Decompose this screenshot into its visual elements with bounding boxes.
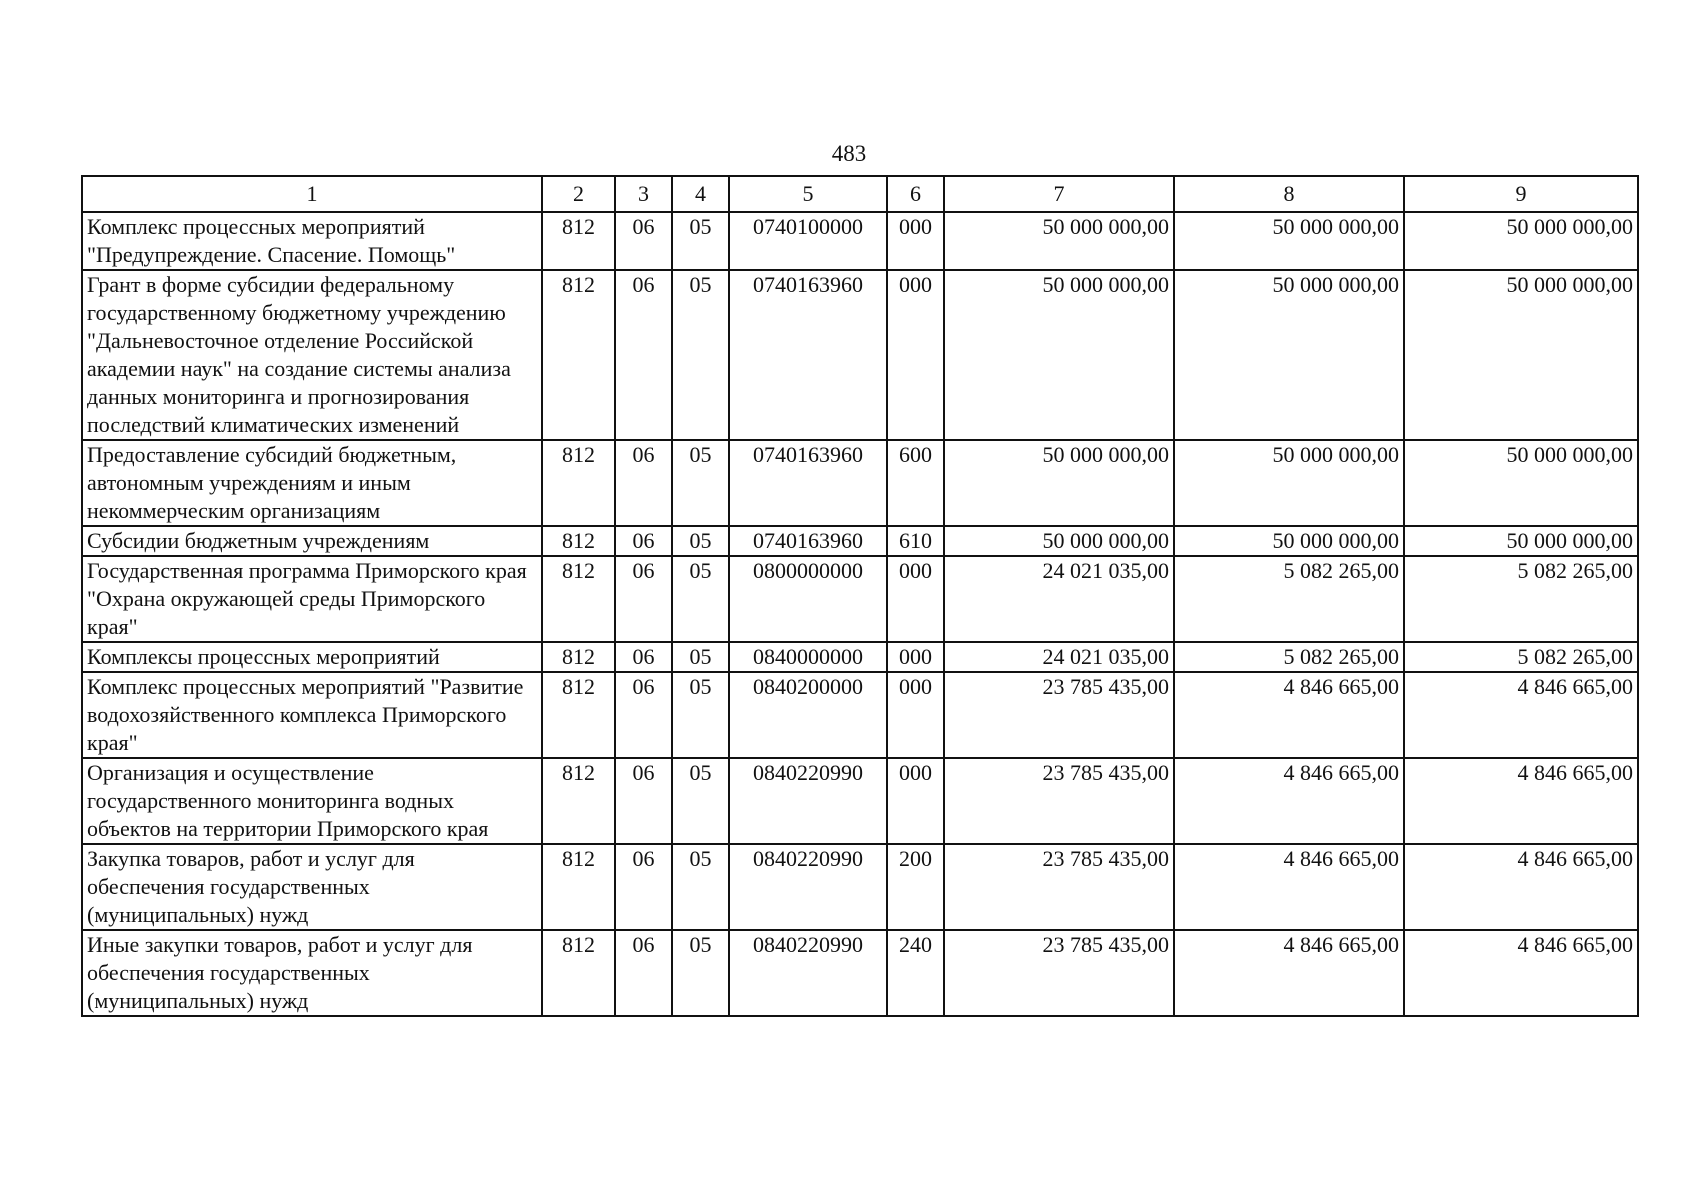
amount-cell-8: 5 082 265,00 — [1174, 556, 1404, 642]
header-cell: 1 — [82, 176, 542, 212]
admin-code-cell: 812 — [542, 270, 615, 440]
header-cell: 9 — [1404, 176, 1638, 212]
table-row — [82, 556, 1638, 642]
row-name-cell: Иные закупки товаров, работ и услуг для обеспечения государственных (муниципальных) нужд — [82, 930, 542, 1016]
target-article-cell: 0740163960 — [729, 270, 887, 440]
expense-type-cell: 610 — [887, 526, 944, 556]
admin-code-cell: 812 — [542, 212, 615, 270]
amount-cell-7: 24 021 035,00 — [944, 642, 1174, 672]
amount-cell-8: 50 000 000,00 — [1174, 440, 1404, 526]
amount-cell-7: 23 785 435,00 — [944, 672, 1174, 758]
amount-cell-9: 50 000 000,00 — [1404, 212, 1638, 270]
table-row — [82, 642, 1638, 672]
table-row — [82, 672, 1638, 758]
header-cell: 5 — [729, 176, 887, 212]
amount-cell-9: 4 846 665,00 — [1404, 672, 1638, 758]
amount-cell-9: 4 846 665,00 — [1404, 844, 1638, 930]
expense-type-cell: 000 — [887, 556, 944, 642]
section-code-cell: 06 — [615, 440, 672, 526]
target-article-cell: 0740163960 — [729, 526, 887, 556]
expense-type-cell: 240 — [887, 930, 944, 1016]
subsection-code-cell: 05 — [672, 642, 729, 672]
amount-cell-8: 4 846 665,00 — [1174, 930, 1404, 1016]
target-article-cell: 0740163960 — [729, 440, 887, 526]
table-row — [82, 270, 1638, 440]
target-article-cell: 0740100000 — [729, 212, 887, 270]
expense-type-cell: 600 — [887, 440, 944, 526]
admin-code-cell: 812 — [542, 930, 615, 1016]
row-name-cell: Грант в форме субсидии федеральному государственному бюджетному учреждению "Дальневосточное отделение Российской академии наук" на создание системы анализа данных мониторинга и прогнозирования последствий климатических изменений — [82, 270, 542, 440]
row-name-cell: Закупка товаров, работ и услуг для обеспечения государственных (муниципальных) нужд — [82, 844, 542, 930]
row-name-cell: Государственная программа Приморского края "Охрана окружающей среды Приморского края" — [82, 556, 542, 642]
subsection-code-cell: 05 — [672, 844, 729, 930]
admin-code-cell: 812 — [542, 672, 615, 758]
admin-code-cell: 812 — [542, 440, 615, 526]
header-cell: 8 — [1174, 176, 1404, 212]
amount-cell-9: 50 000 000,00 — [1404, 526, 1638, 556]
page-number: 483 — [831, 141, 867, 166]
amount-cell-7: 23 785 435,00 — [944, 844, 1174, 930]
row-name-cell: Субсидии бюджетным учреждениям — [82, 526, 542, 556]
admin-code-cell: 812 — [542, 844, 615, 930]
budget-table — [81, 175, 1639, 1017]
target-article-cell: 0800000000 — [729, 556, 887, 642]
row-name-cell: Комплекс процессных мероприятий "Развитие водохозяйственного комплекса Приморского края" — [82, 672, 542, 758]
target-article-cell: 0840220990 — [729, 930, 887, 1016]
subsection-code-cell: 05 — [672, 440, 729, 526]
header-cell: 6 — [887, 176, 944, 212]
amount-cell-8: 50 000 000,00 — [1174, 212, 1404, 270]
table-row — [82, 440, 1638, 526]
subsection-code-cell: 05 — [672, 758, 729, 844]
table-row — [82, 844, 1638, 930]
amount-cell-7: 50 000 000,00 — [944, 270, 1174, 440]
admin-code-cell: 812 — [542, 642, 615, 672]
amount-cell-9: 4 846 665,00 — [1404, 758, 1638, 844]
expense-type-cell: 000 — [887, 270, 944, 440]
section-code-cell: 06 — [615, 758, 672, 844]
expense-type-cell: 000 — [887, 758, 944, 844]
row-name-cell: Комплексы процессных мероприятий — [82, 642, 542, 672]
expense-type-cell: 200 — [887, 844, 944, 930]
amount-cell-9: 50 000 000,00 — [1404, 270, 1638, 440]
table-row — [82, 930, 1638, 1016]
amount-cell-7: 23 785 435,00 — [944, 758, 1174, 844]
amount-cell-9: 4 846 665,00 — [1404, 930, 1638, 1016]
table-row — [82, 526, 1638, 556]
target-article-cell: 0840200000 — [729, 672, 887, 758]
section-code-cell: 06 — [615, 270, 672, 440]
section-code-cell: 06 — [615, 672, 672, 758]
subsection-code-cell: 05 — [672, 526, 729, 556]
target-article-cell: 0840220990 — [729, 844, 887, 930]
subsection-code-cell: 05 — [672, 270, 729, 440]
admin-code-cell: 812 — [542, 758, 615, 844]
amount-cell-9: 50 000 000,00 — [1404, 440, 1638, 526]
header-cell: 4 — [672, 176, 729, 212]
section-code-cell: 06 — [615, 844, 672, 930]
amount-cell-7: 23 785 435,00 — [944, 930, 1174, 1016]
admin-code-cell: 812 — [542, 526, 615, 556]
table-row — [82, 758, 1638, 844]
amount-cell-9: 5 082 265,00 — [1404, 642, 1638, 672]
amount-cell-8: 4 846 665,00 — [1174, 758, 1404, 844]
subsection-code-cell: 05 — [672, 672, 729, 758]
amount-cell-9: 5 082 265,00 — [1404, 556, 1638, 642]
amount-cell-7: 50 000 000,00 — [944, 212, 1174, 270]
amount-cell-8: 50 000 000,00 — [1174, 270, 1404, 440]
subsection-code-cell: 05 — [672, 212, 729, 270]
section-code-cell: 06 — [615, 642, 672, 672]
section-code-cell: 06 — [615, 526, 672, 556]
amount-cell-8: 50 000 000,00 — [1174, 526, 1404, 556]
table-row — [82, 212, 1638, 270]
row-name-cell: Комплекс процессных мероприятий "Предупреждение. Спасение. Помощь" — [82, 212, 542, 270]
amount-cell-8: 5 082 265,00 — [1174, 642, 1404, 672]
admin-code-cell: 812 — [542, 556, 615, 642]
row-name-cell: Организация и осуществление государственного мониторинга водных объектов на территории Приморского края — [82, 758, 542, 844]
expense-type-cell: 000 — [887, 642, 944, 672]
header-cell: 7 — [944, 176, 1174, 212]
amount-cell-7: 50 000 000,00 — [944, 440, 1174, 526]
header-row — [82, 176, 1638, 212]
amount-cell-7: 24 021 035,00 — [944, 556, 1174, 642]
target-article-cell: 0840220990 — [729, 758, 887, 844]
section-code-cell: 06 — [615, 556, 672, 642]
expense-type-cell: 000 — [887, 212, 944, 270]
target-article-cell: 0840000000 — [729, 642, 887, 672]
amount-cell-7: 50 000 000,00 — [944, 526, 1174, 556]
section-code-cell: 06 — [615, 212, 672, 270]
subsection-code-cell: 05 — [672, 556, 729, 642]
expense-type-cell: 000 — [887, 672, 944, 758]
section-code-cell: 06 — [615, 930, 672, 1016]
header-cell: 3 — [615, 176, 672, 212]
subsection-code-cell: 05 — [672, 930, 729, 1016]
row-name-cell: Предоставление субсидий бюджетным, автономным учреждениям и иным некоммерческим организациям — [82, 440, 542, 526]
amount-cell-8: 4 846 665,00 — [1174, 844, 1404, 930]
header-cell: 2 — [542, 176, 615, 212]
amount-cell-8: 4 846 665,00 — [1174, 672, 1404, 758]
